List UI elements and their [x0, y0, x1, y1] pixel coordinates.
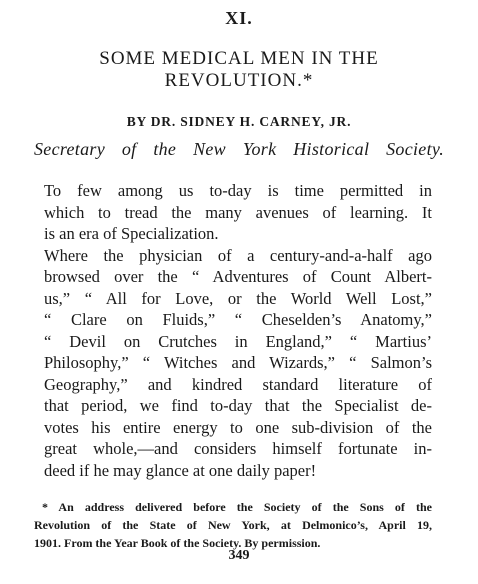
- footnote-line: Revolution of the State of New York, at Delmonico’s, April 19,: [34, 518, 432, 532]
- title-line-2: REVOLUTION.*: [164, 70, 314, 91]
- text-line: deed if he may glance at one daily paper!: [44, 460, 317, 480]
- text-line: is an era of Specialization.: [44, 224, 219, 243]
- text-line: Geography,” and kindred standard literature of: [44, 374, 432, 394]
- body-text: [34, 180, 432, 481]
- footnote-line: 1901. From the Year Book of the Society. By permission.: [34, 536, 321, 550]
- text-line: us,” “ All for Love, or the World Well Lost,”: [44, 288, 432, 308]
- text-line: that period, we find to-day that the Specialist de-: [44, 396, 432, 415]
- text-line: “ Clare on Fluids,” “ Cheselden’s Anatomy,”: [44, 310, 432, 329]
- footnote-line: * An address delivered before the Society of the Sons of the: [42, 500, 432, 514]
- chapter-number: XI.: [225, 8, 253, 28]
- text-line: which to tread the many avenues of learning. It: [44, 202, 432, 222]
- paragraph-1: [34, 180, 432, 245]
- page-number: 349: [228, 548, 250, 563]
- text-line: browsed over the “ Adventures of Count Albert-: [44, 267, 432, 286]
- text-line: To few among us to-day is time permitted in: [44, 181, 432, 200]
- text-line: great whole,—and considers himself fortunate in-: [44, 439, 432, 458]
- article-title: [0, 48, 478, 92]
- author-byline: BY DR. SIDNEY H. CARNEY, JR.: [126, 114, 352, 129]
- text-line: votes his entire energy to one sub-division of the: [44, 417, 432, 437]
- paragraph-2: [34, 245, 432, 482]
- text-line: Philosophy,” “ Witches and Wizards,” “ Salmon’s: [44, 353, 432, 372]
- title-line-1: SOME MEDICAL MEN IN THE: [99, 48, 379, 69]
- author-affiliation: Secretary of the New York Historical Society.: [34, 139, 444, 159]
- footnote: [34, 498, 432, 552]
- text-line: Where the physician of a century-and-a-half ago: [44, 245, 432, 265]
- text-line: “ Devil on Crutches in England,” “ Martius’: [44, 331, 432, 351]
